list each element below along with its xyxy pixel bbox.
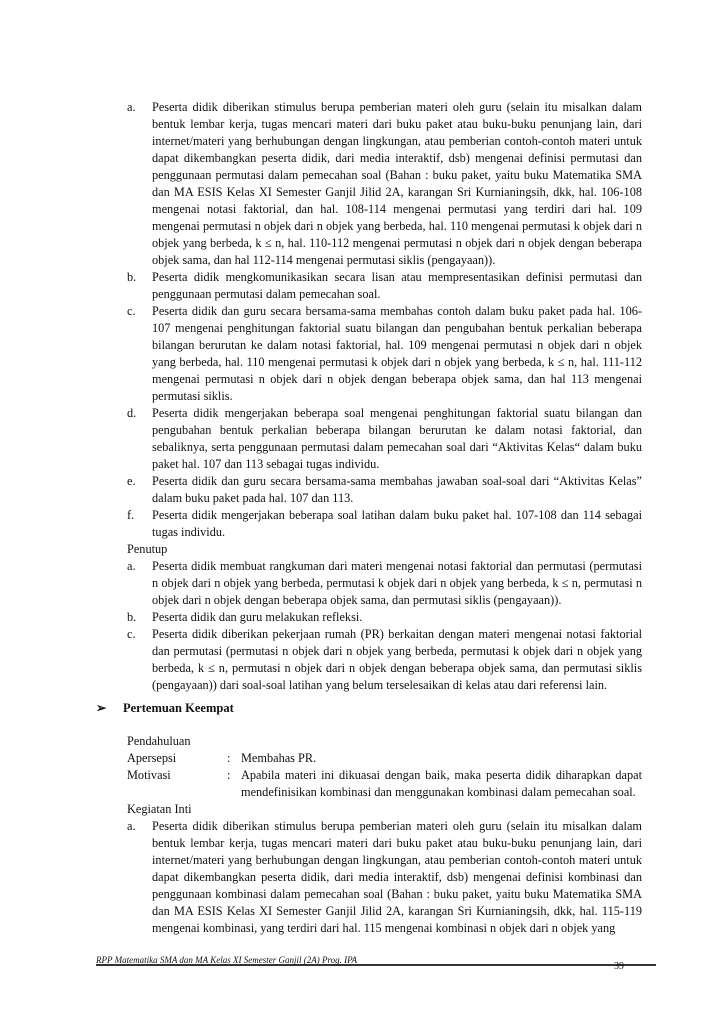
- motivasi-row: [127, 767, 642, 801]
- item-label: b.: [127, 610, 137, 624]
- item-label: a.: [127, 819, 136, 833]
- item-text: Peserta didik diberikan stimulus berupa pemberian materi oleh guru (selain itu misalkan dalam bentuk lembar kerja, tugas mencari materi dari buku paket atau buku-buku penunjang lain, dari internet/materi yang berhubungan dengan lingkungan, atau pemberian contoh-contoh materi untuk dapat dikembangkan peserta didik, dari media interaktif, dsb) mengenai definisi permutasi dan penggunaan permutasi dalam pemecahan soal (Bahan : buku paket, yaitu buku Matematika SMA dan MA ESIS Kelas XI Semester Ganjil Jilid 2A, karangan Sri Kurnianingsih, dkk, hal. 106-108 mengenai notasi faktorial, dan hal. 108-114 mengenai permutasi yang terdiri dari hal. 109 mengenai permutasi n objek dari n objek yang berbeda, hal. 110 mengenai permutasi k objek dari n objek yang berbeda, k ≤ n, hal. 110-112 mengenai permutasi n objek dari n objek dengan beberapa objek sama, dan hal 112-114 mengenai permutasi siklis (pengayaan)).: [152, 100, 642, 267]
- item-label: d.: [127, 406, 137, 420]
- list-item: [127, 405, 642, 473]
- apersepsi-row: [127, 750, 642, 767]
- item-text: Peserta didik mengerjakan beberapa soal mengenai penghitungan faktorial suatu bilangan dan pengubahan bentuk perkalian beberapa bilangan berurutan ke dalam notasi faktorial, dan sebaliknya, serta penggunaan permutasi dalam pemecahan soal dari “Aktivitas Kelas“ dalam buku paket hal. 107 dan 113 sebagai tugas individu.: [152, 406, 642, 471]
- list-item: [127, 269, 642, 303]
- kegiatan-inti-title: Kegiatan Inti: [127, 802, 192, 816]
- item-label: a.: [127, 559, 136, 573]
- motivasi-key: Motivasi: [127, 768, 171, 782]
- item-text: Peserta didik membuat rangkuman dari materi mengenai notasi faktorial dan permutasi (permutasi n objek dari n objek yang berbeda, permutasi k objek dari n objek yang berbeda, k ≤ n, permutasi n objek dari n objek dengan beberapa objek sama, dan permutasi siklis (pengayaan)).: [152, 559, 642, 607]
- list-item: [127, 558, 642, 609]
- motivasi-colon: :: [227, 768, 231, 782]
- item-text: Peserta didik dan guru melakukan refleksi.: [152, 610, 363, 624]
- list-item: [127, 818, 642, 937]
- item-label: a.: [127, 100, 136, 114]
- apersepsi-key: Apersepsi: [127, 751, 177, 765]
- list-item: [127, 473, 642, 507]
- list-item: [127, 507, 642, 541]
- item-text: Peserta didik mengerjakan beberapa soal latihan dalam buku paket hal. 107-108 dan 114 sebagai tugas individu.: [152, 508, 642, 539]
- penutup-title: Penutup: [127, 542, 168, 556]
- item-text: Peserta didik diberikan stimulus berupa pemberian materi oleh guru (selain itu misalkan dalam bentuk lembar kerja, tugas mencari materi dari buku paket atau buku-buku penunjang lain, dari internet/materi yang berhubungan dengan lingkungan, atau pemberian contoh-contoh materi untuk dapat dikembangkan peserta didik, dari media interaktif, dsb) mengenai definisi kombinasi dan penggunaan kombinasi dalam pemecahan soal (Bahan : buku paket, yaitu buku Matematika SMA dan MA ESIS Kelas XI Semester Ganjil Jilid 2A, karangan Sri Kurnianingsih, dkk, hal. 115-119 mengenai kombinasi, yang terdiri dari hal. 115 mengenai kombinasi n objek dari n objek yang: [152, 819, 642, 935]
- item-label: c.: [127, 304, 136, 318]
- item-text: Peserta didik dan guru secara bersama-sama membahas jawaban soal-soal dari “Aktivitas Kelas” dalam buku paket pada hal. 107 dan 113.: [152, 474, 642, 505]
- list-item: [127, 609, 642, 626]
- section2: [127, 733, 642, 937]
- section-heading: [96, 700, 656, 717]
- footer-caption: RPP Matematika SMA dan MA Kelas XI Semester Ganjil (2A) Prog. IPA: [96, 955, 357, 965]
- motivasi-value: Apabila materi ini dikuasai dengan baik, maka peserta didik diharapkan dapat mendefinisikan kombinasi dan menggunakan kombinasi dalam pemecahan soal.: [241, 768, 642, 799]
- section1-list: [127, 99, 642, 694]
- item-text: Peserta didik diberikan pekerjaan rumah (PR) berkaitan dengan materi mengenai notasi faktorial dan permutasi (permutasi n objek dari n objek yang berbeda, permutasi k objek dari n objek yang berbeda, k ≤ n, permutasi n objek dari n objek dengan beberapa objek sama, dan permutasi siklis (pengayaan)) dari soal-soal latihan yang belum terselesaikan di kelas atau dari referensi lain.: [152, 627, 642, 692]
- item-text: Peserta didik dan guru secara bersama-sama membahas contoh dalam buku paket pada hal. 106-107 mengenai penghitungan faktorial suatu bilangan dan pengubahan bentuk perkalian beberapa bilangan berurutan ke dalam notasi faktorial, hal. 109 mengenai permutasi n objek dari n objek yang berbeda, hal. 110 mengenai permutasi k objek dari n objek yang berbeda, k ≤ n, hal. 111-112 mengenai permutasi n objek dari n objek dengan beberapa objek sama, dan hal 113 mengenai permutasi siklis.: [152, 304, 642, 403]
- arrow-bullet-icon: ➢: [96, 701, 107, 715]
- list-item: [127, 626, 642, 694]
- item-label: f.: [127, 508, 135, 522]
- section-heading-text: Pertemuan Keempat: [123, 701, 234, 715]
- item-label: c.: [127, 627, 136, 641]
- item-label: b.: [127, 270, 137, 284]
- pendahuluan-title: Pendahuluan: [127, 734, 191, 748]
- page-number: 39: [614, 961, 624, 972]
- item-text: Peserta didik mengkomunikasikan secara lisan atau mempresentasikan definisi permutasi dan penggunaan permutasi dalam pemecahan soal.: [152, 270, 642, 301]
- list-item: [127, 99, 642, 269]
- apersepsi-value: Membahas PR.: [241, 751, 317, 765]
- apersepsi-colon: :: [227, 751, 231, 765]
- item-label: e.: [127, 474, 136, 488]
- list-item: [127, 303, 642, 405]
